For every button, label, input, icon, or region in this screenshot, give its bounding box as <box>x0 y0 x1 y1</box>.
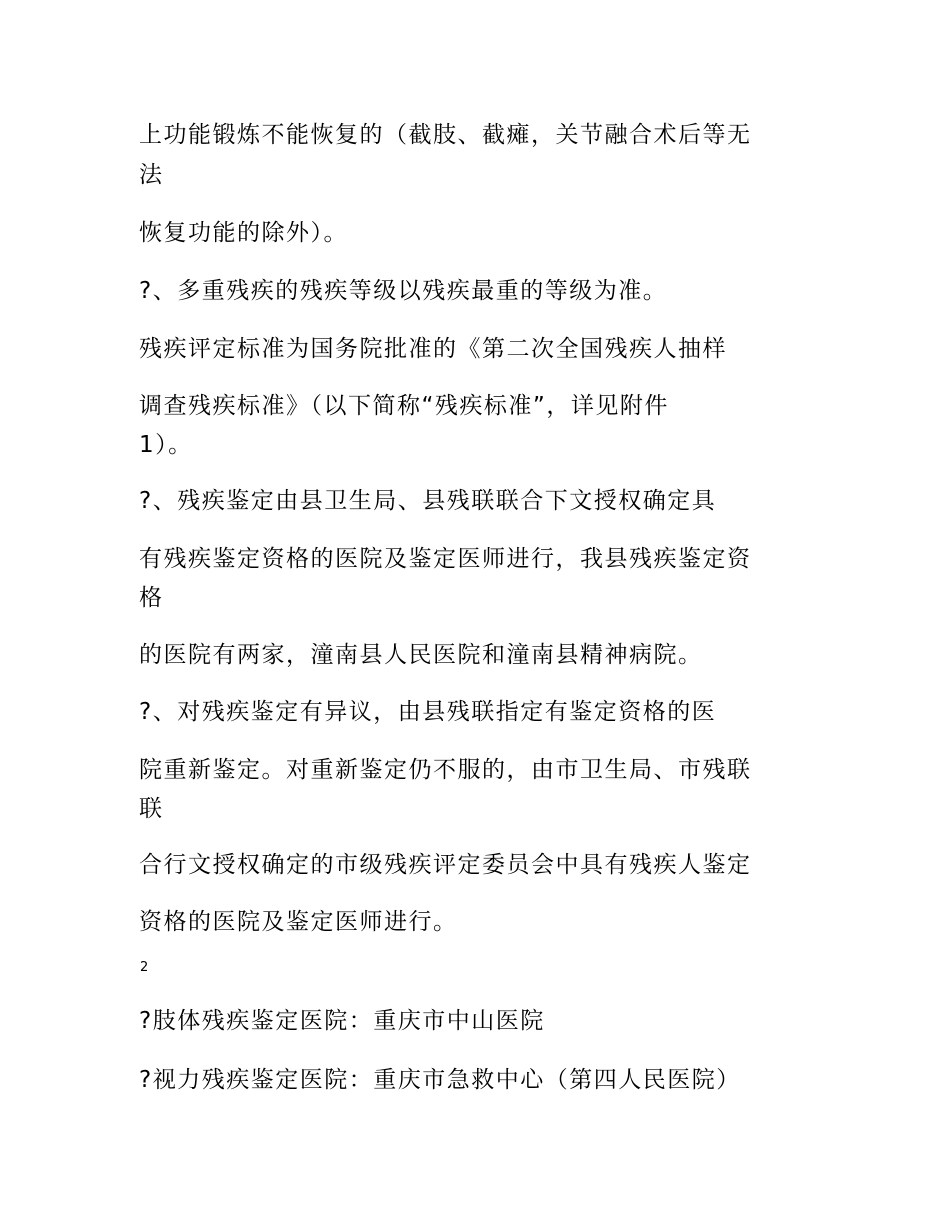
text-line: 上功能锻炼不能恢复的（截肢、截瘫，关节融合术后等无 <box>139 122 752 148</box>
text-line: 的医院有两家，潼南县人民医院和潼南县精神病院。 <box>139 642 703 668</box>
text-line: 1）。 <box>139 432 193 458</box>
text-line: 格 <box>139 585 164 611</box>
text-line: ?视力残疾鉴定医院：重庆市急救中心（第四人民医院） <box>139 1067 741 1093</box>
text-line: 合行文授权确定的市级残疾评定委员会中具有残疾人鉴定 <box>139 852 752 878</box>
text-line: 院重新鉴定。对重新鉴定仍不服的，由市卫生局、市残联 <box>139 757 752 783</box>
text-line: 法 <box>139 162 164 188</box>
text-line: ?、多重残疾的残疾等级以残疾最重的等级为准。 <box>139 278 668 304</box>
text-line: 有残疾鉴定资格的医院及鉴定医师进行，我县残疾鉴定资 <box>139 546 752 572</box>
text-line: ?、残疾鉴定由县卫生局、县残联联合下文授权确定具 <box>139 488 717 514</box>
text-line: ?、对残疾鉴定有异议，由县残联指定有鉴定资格的医 <box>139 699 717 725</box>
text-line: ?肢体残疾鉴定医院：重庆市中山医院 <box>139 1008 545 1034</box>
page-number: 2 <box>140 960 149 975</box>
text-line: 恢复功能的除外）。 <box>139 220 348 246</box>
text-line: 调查残疾标准》（以下简称“残疾标准”，详见附件 <box>139 393 669 419</box>
text-line: 残疾评定标准为国务院批准的《第二次全国残疾人抽样 <box>139 336 727 362</box>
text-line: 资格的医院及鉴定医师进行。 <box>139 909 458 935</box>
text-line: 联 <box>139 796 164 822</box>
